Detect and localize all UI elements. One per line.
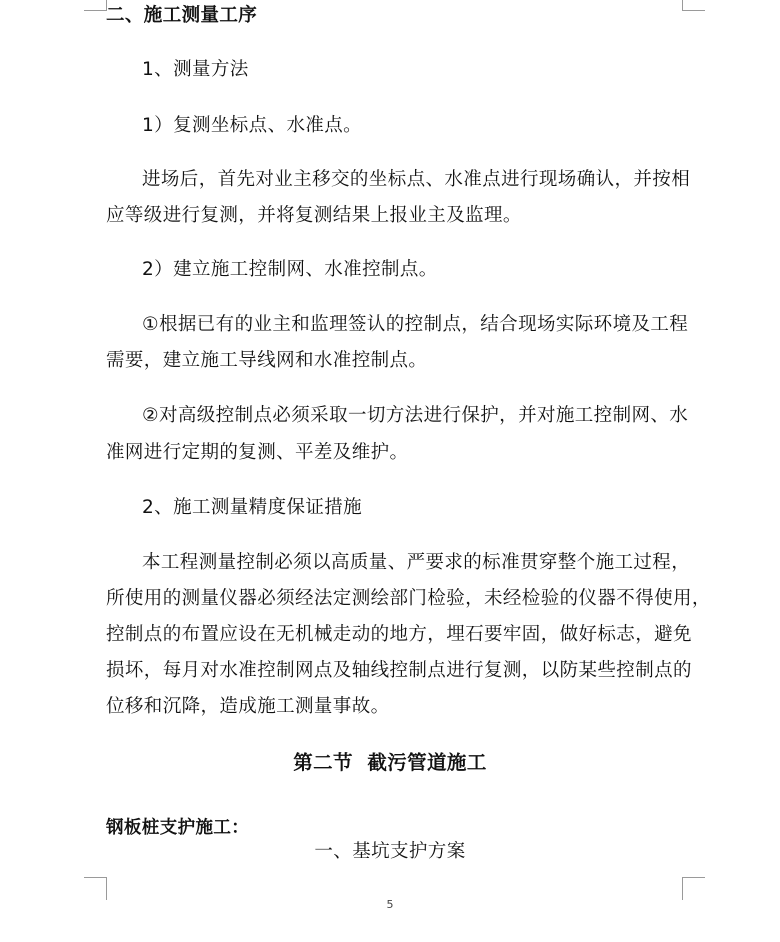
section-heading: 二、施工测量工序 [106,5,258,26]
subsection-item: 一、基坑支护方案 [314,841,466,862]
list-item: 1）复测坐标点、水准点。 [142,115,363,136]
chapter-title: 第二节 截污管道施工 [293,751,487,774]
paragraph-line: 位移和沉降，造成施工测量事故。 [106,696,390,717]
paragraph-line: 进场后，首先对业主移交的坐标点、水准点进行现场确认，并按相 [142,169,691,190]
margin-corner-mark-top-left [84,0,107,11]
list-item: 2）建立施工控制网、水准控制点。 [142,259,438,280]
paragraph-line: ②对高级控制点必须采取一切方法进行保护，并对施工控制网、水 [142,405,689,426]
paragraph-line: ①根据已有的业主和监理签认的控制点，结合现场实际环境及工程 [142,314,689,335]
paragraph-line: 控制点的布置应设在无机械走动的地方，埋石要牢固，做好标志，避免 [106,624,692,645]
list-item: 1、测量方法 [142,59,249,80]
page-number: 5 [386,898,394,911]
paragraph-line: 损坏，每月对水准控制网点及轴线控制点进行复测，以防某些控制点的 [106,660,692,681]
paragraph-line: 所使用的测量仪器必须经法定测绘部门检验，未经检验的仪器不得使用， [106,588,711,609]
paragraph-line: 需要，建立施工导线网和水准控制点。 [106,350,428,371]
margin-corner-mark-bottom-right [682,877,705,900]
margin-corner-mark-top-right [682,0,705,11]
list-item: 2、施工测量精度保证措施 [142,497,363,518]
paragraph-line: 准网进行定期的复测、平差及维护。 [106,442,409,463]
paragraph-line: 应等级进行复测，并将复测结果上报业主及监理。 [106,205,522,226]
margin-corner-mark-bottom-left [84,877,107,900]
subsection-title: 钢板桩支护施工： [106,818,250,838]
paragraph-line: 本工程测量控制必须以高质量、严要求的标准贯穿整个施工过程， [142,552,691,573]
